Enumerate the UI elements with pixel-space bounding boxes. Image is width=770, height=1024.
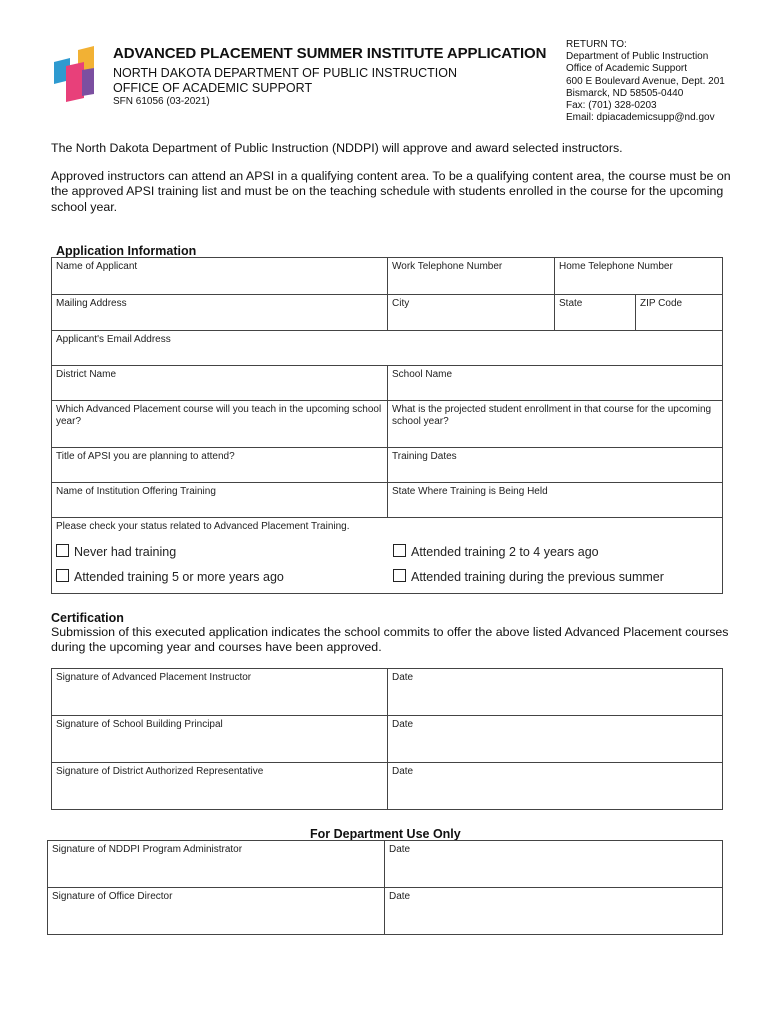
work-phone-field[interactable]: Work Telephone Number: [388, 258, 555, 295]
training-status-section: [52, 518, 723, 594]
application-table-main: [51, 257, 723, 594]
home-phone-field[interactable]: Home Telephone Number: [555, 258, 723, 295]
training-dates-field[interactable]: Training Dates: [388, 448, 723, 483]
form-number: SFN 61056 (03-2021): [113, 96, 210, 107]
training-state-field[interactable]: State Where Training is Being Held: [388, 483, 723, 518]
district-date-field[interactable]: Date: [388, 763, 723, 810]
instructor-date-field[interactable]: Date: [388, 669, 723, 716]
status-prompt: Please check your status related to Advanced Placement Training.: [56, 521, 350, 532]
director-date-field[interactable]: Date: [385, 888, 723, 935]
checkbox[interactable]: [393, 569, 406, 582]
nddpi-logo: [54, 46, 96, 102]
option-never-trained[interactable]: Never had training: [56, 544, 393, 558]
admin-date-field[interactable]: Date: [385, 841, 723, 888]
intro-text: [51, 141, 731, 227]
return-address: RETURN TO: Department of Public Instruction Office of Academic Support 600 E Boulevard Avenue, Dept. 201 Bismarck, ND 58505-0440 Fax: (701) 328-0203 Email: dpiacademicsupp@nd.gov: [566, 39, 725, 124]
email-field[interactable]: Applicant's Email Address: [52, 331, 723, 366]
department-table: [47, 840, 723, 935]
apsi-title-field[interactable]: Title of APSI you are planning to attend?: [52, 448, 388, 483]
principal-signature-field[interactable]: Signature of School Building Principal: [52, 716, 388, 763]
district-field[interactable]: District Name: [52, 366, 388, 401]
director-signature-field[interactable]: Signature of Office Director: [48, 888, 385, 935]
certification-text: Submission of this executed application indicates the school commits to offer the above listed Advanced Placement courses during the upcoming year and courses have been approved.: [51, 625, 729, 654]
mailing-address-field[interactable]: Mailing Address: [52, 295, 388, 331]
intro-paragraph: Approved instructors can attend an APSI in a qualifying content area. To be a qualifying content area, the course must be on the approved APSI training list and must be on the teaching schedule with students enrolled in the course for the upcoming school year.: [51, 168, 731, 214]
department-use-heading: For Department Use Only: [310, 827, 461, 841]
instructor-signature-field[interactable]: Signature of Advanced Placement Instructor: [52, 669, 388, 716]
admin-signature-field[interactable]: Signature of NDDPI Program Administrator: [48, 841, 385, 888]
agency-name: NORTH DAKOTA DEPARTMENT OF PUBLIC INSTRUCTION OFFICE OF ACADEMIC SUPPORT: [113, 66, 458, 95]
form-title: ADVANCED PLACEMENT SUMMER INSTITUTE APPLICATION: [113, 45, 547, 62]
state-field[interactable]: State: [555, 295, 636, 331]
option-2-4-years[interactable]: Attended training 2 to 4 years ago: [393, 544, 599, 558]
intro-paragraph: The North Dakota Department of Public Instruction (NDDPI) will approve and award selected instructors.: [51, 141, 623, 155]
checkbox[interactable]: [56, 569, 69, 582]
principal-date-field[interactable]: Date: [388, 716, 723, 763]
checkbox[interactable]: [393, 544, 406, 557]
enrollment-field[interactable]: What is the projected student enrollment in that course for the upcoming school year?: [388, 401, 723, 448]
school-field[interactable]: School Name: [388, 366, 723, 401]
option-previous-summer[interactable]: Attended training during the previous summer: [393, 569, 664, 583]
certification-table: [51, 668, 723, 810]
checkbox[interactable]: [56, 544, 69, 557]
ap-course-field[interactable]: Which Advanced Placement course will you teach in the upcoming school year?: [52, 401, 388, 448]
application-heading: Application Information: [56, 244, 197, 258]
institution-field[interactable]: Name of Institution Offering Training: [52, 483, 388, 518]
option-5-plus-years[interactable]: Attended training 5 or more years ago: [56, 569, 393, 583]
applicant-name-field[interactable]: Name of Applicant: [52, 258, 388, 295]
certification-heading: Certification: [51, 611, 124, 625]
district-signature-field[interactable]: Signature of District Authorized Representative: [52, 763, 388, 810]
city-field[interactable]: City: [388, 295, 555, 331]
zip-field[interactable]: ZIP Code: [636, 295, 723, 331]
